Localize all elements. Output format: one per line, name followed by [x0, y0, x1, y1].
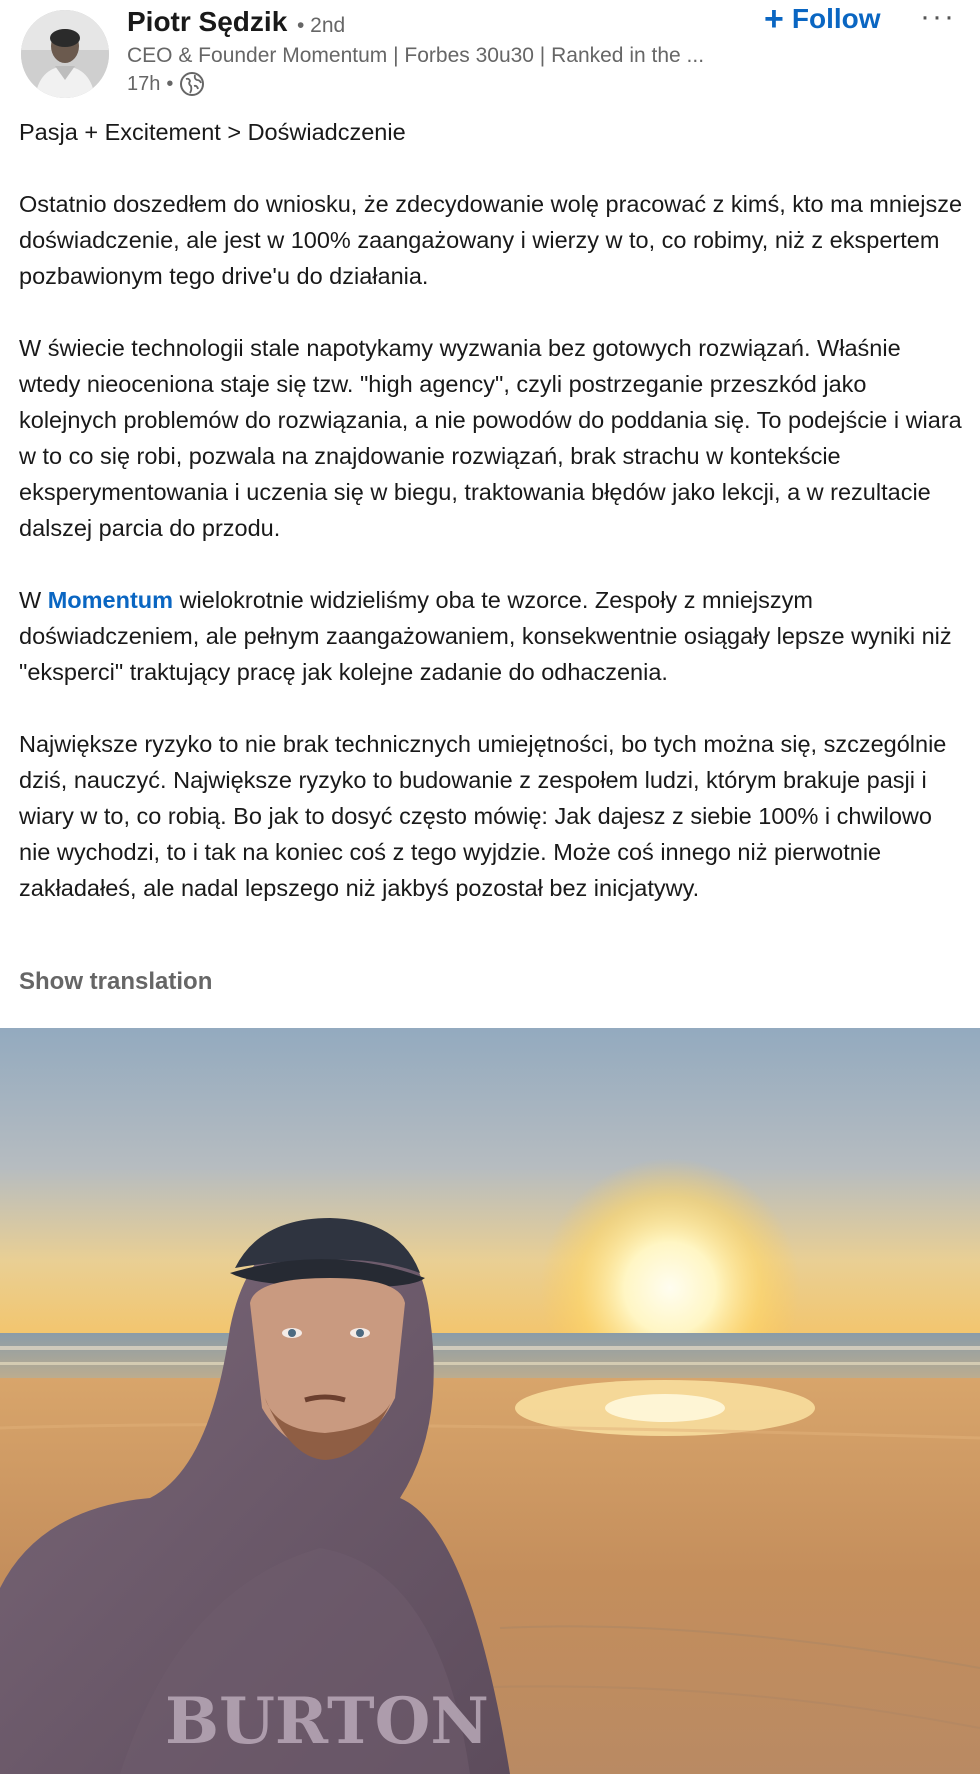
follow-label: Follow: [791, 3, 881, 34]
post-meta: [127, 71, 205, 97]
post-header: [0, 0, 980, 110]
post-paragraph-2: W świecie technologii stale napotykamy wyzwania bez gotowych rozwiązań. Właśnie wtedy nieoceniona staje się tzw. "high agency", czyli postrzeganie przeszkód jako kolejnych problemów do rozwiązania, a nie powodów do poddania się. To podejście i wiara w to co się robi, pozwala na znajdowanie rozwiązań, brak strachu w kontekście eksperymentowania i uczenia się w biegu, traktowania błędów jako lekcji, a w rezultacie dalszej parcia do przodu.: [19, 335, 962, 541]
paragraph-3-prefix: W: [19, 587, 42, 613]
post-title: Pasja + Excitement > Doświadczenie: [19, 119, 406, 145]
hoodie-text: BURTON: [165, 1684, 489, 1759]
plus-icon: +: [764, 0, 784, 38]
author-avatar[interactable]: [21, 10, 109, 98]
author-name[interactable]: Piotr Sędzik: [127, 6, 288, 37]
company-mention-link[interactable]: Momentum: [47, 587, 174, 613]
author-headline: CEO & Founder Momentum | Forbes 30u30 | Ranked in the ...: [127, 44, 705, 67]
follow-button[interactable]: [764, 2, 881, 36]
post-paragraph-3: [19, 582, 964, 690]
meta-separator: •: [166, 72, 174, 95]
post-paragraph-1: Ostatnio doszedłem do wniosku, że zdecydowanie wolę pracować z kimś, kto ma mniejsze doświadczenie, ale jest w 100% zaangażowany i wierzy w to, co robimy, niż z ekspertem pozbawionym tego drive'u do działania.: [19, 191, 963, 289]
post-paragraph-4: Największe ryzyko to nie brak technicznych umiejętności, bo tych można się, szczególnie dziś, nauczyć. Największe ryzyko to budowanie z zespołem ludzi, którym brakuje pasji i wiary w to, co robią. Bo jak to dosyć często mówię: Jak dajesz z siebie 100% i chwilowo nie wychodzi, to i tak na koniec coś z tego wyjdzie. Może coś innego niż pierwotnie zakładałeś, ale nadal lepszego niż jakbyś pozostał bez inicjatywy.: [19, 731, 947, 901]
post-time: 17h: [127, 72, 161, 95]
globe-icon: [179, 71, 205, 97]
show-translation-button[interactable]: Show translation: [19, 968, 213, 995]
post-text: [19, 114, 964, 942]
connection-degree: • 2nd: [297, 14, 346, 37]
more-options-button[interactable]: ···: [920, 0, 956, 33]
post-image[interactable]: [0, 1028, 980, 1774]
paragraph-3-text: wielokrotnie widzieliśmy oba te wzorce. Zespoły z mniejszym doświadczeniem, ale pełnym zaangażowaniem, konsekwentnie osiągały lepsze wyniki niż "eksperci" traktujący pracę jak kolejne zadanie do odhaczenia.: [19, 587, 952, 685]
